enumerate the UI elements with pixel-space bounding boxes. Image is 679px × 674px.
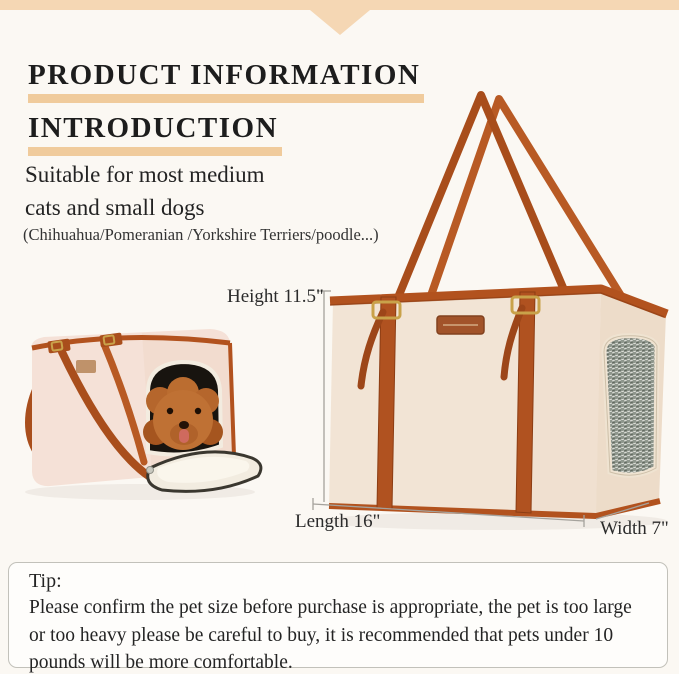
brand-patch <box>437 316 484 334</box>
width-dimension-label: Width 7" <box>600 518 669 539</box>
title-line-1: PRODUCT INFORMATION <box>28 50 424 103</box>
tip-heading: Tip: <box>29 570 62 592</box>
tote-carrier-image <box>323 95 667 530</box>
mesh-window <box>604 336 657 475</box>
tip-body-text: Please confirm the pet size before purchase is appropriate, the pet is too large or too heavy please be careful to buy, it is recommended that pets under 10 pounds will be more comfortable. <box>29 597 632 673</box>
height-dimension-label: Height 11.5" <box>227 286 324 307</box>
title-line-2: INTRODUCTION <box>28 103 282 156</box>
small-carrier-image <box>25 329 261 500</box>
tip-box <box>8 562 668 673</box>
suitability-line-2: cats and small dogs <box>25 195 205 220</box>
breeds-note: (Chihuahua/Pomeranian /Yorkshire Terriers/poodle...) <box>23 225 379 244</box>
suitability-line-1: Suitable for most medium <box>25 162 265 187</box>
length-dimension-label: Length 16" <box>295 511 381 532</box>
